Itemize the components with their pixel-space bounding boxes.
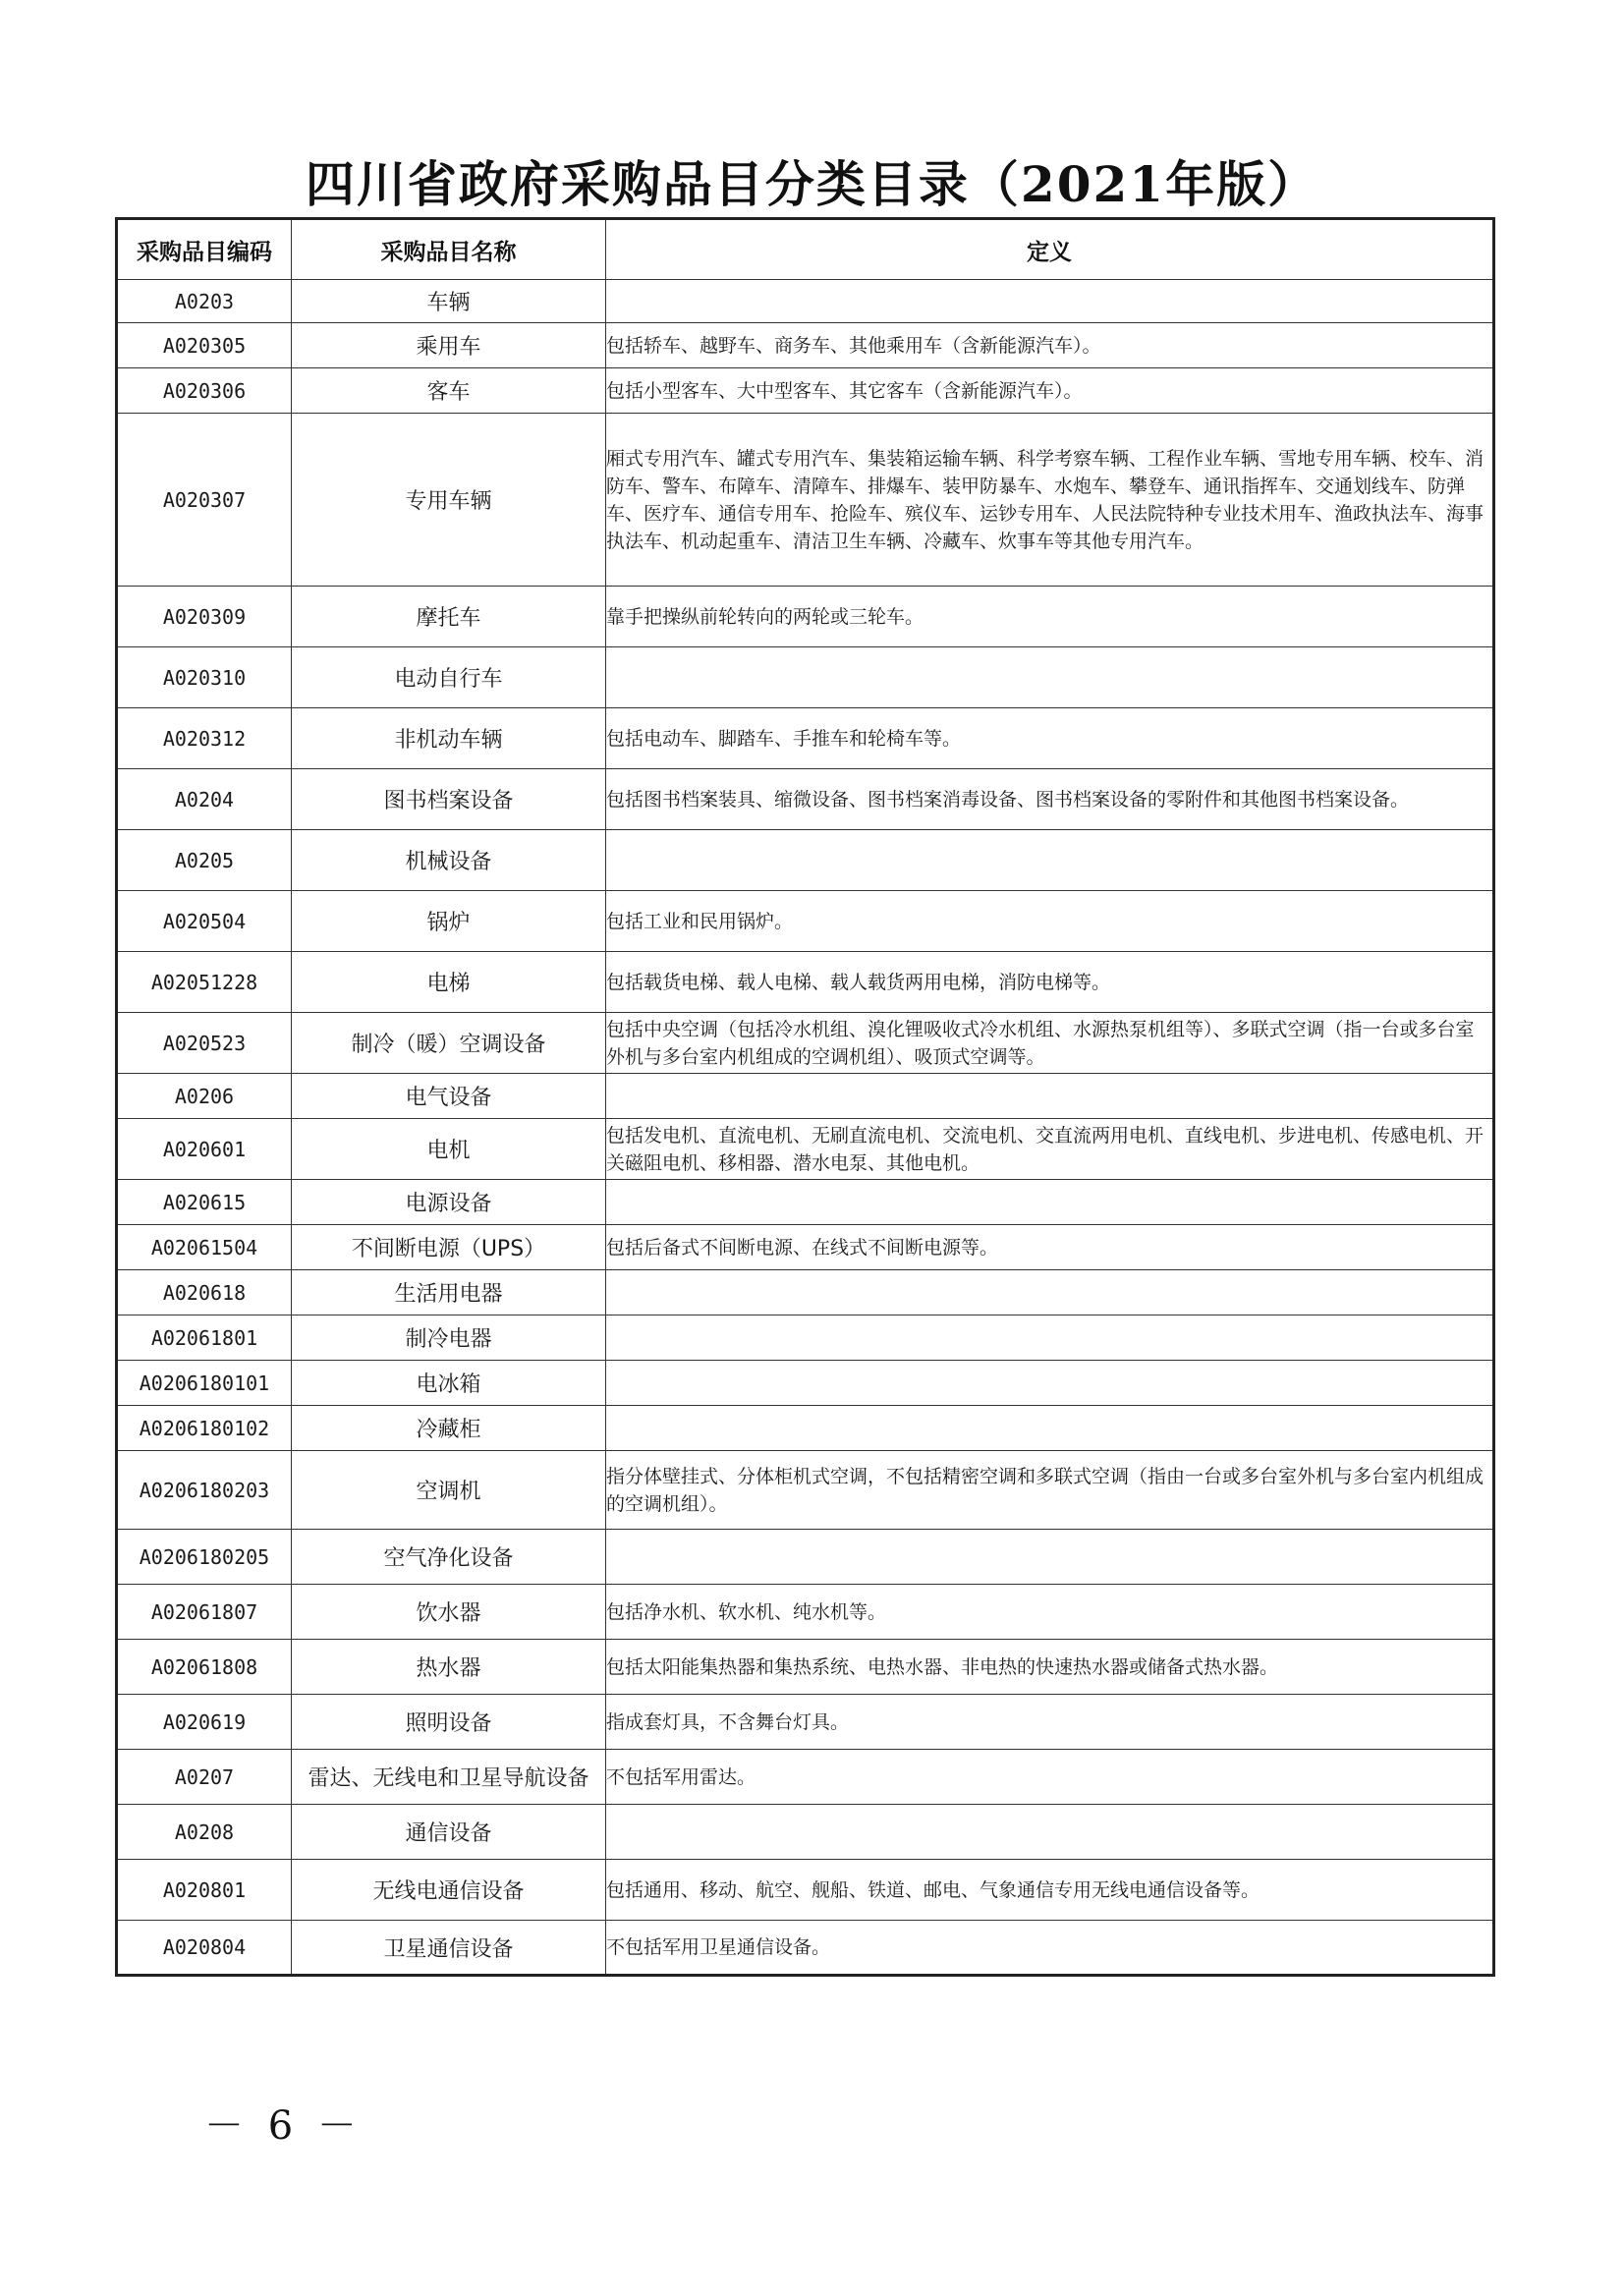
row-definition: 包括净水机、软水机、纯水机等。	[606, 1585, 1494, 1640]
row-code: A020504	[117, 891, 292, 952]
row-name: 摩托车	[292, 587, 606, 647]
table-body	[117, 280, 1494, 1976]
table-row	[117, 1074, 1494, 1119]
table-row	[117, 1451, 1494, 1530]
row-name: 非机动车辆	[292, 708, 606, 769]
row-code: A0205	[117, 830, 292, 891]
table-row	[117, 280, 1494, 323]
row-code: A0204	[117, 769, 292, 830]
row-code: A02061801	[117, 1315, 292, 1361]
table-row	[117, 647, 1494, 708]
row-code: A020601	[117, 1119, 292, 1180]
row-definition	[606, 280, 1494, 323]
row-name: 电源设备	[292, 1180, 606, 1225]
row-code: A0206180102	[117, 1406, 292, 1451]
header-name: 采购品目名称	[292, 219, 606, 280]
row-name: 车辆	[292, 280, 606, 323]
row-name: 雷达、无线电和卫星导航设备	[292, 1750, 606, 1805]
row-definition	[606, 1074, 1494, 1119]
table-row	[117, 1406, 1494, 1451]
row-definition: 包括电动车、脚踏车、手推车和轮椅车等。	[606, 708, 1494, 769]
row-name: 乘用车	[292, 323, 606, 368]
table-row	[117, 1805, 1494, 1860]
row-name: 专用车辆	[292, 414, 606, 587]
table-row	[117, 1695, 1494, 1750]
row-code: A020619	[117, 1695, 292, 1750]
row-code: A02061807	[117, 1585, 292, 1640]
row-definition	[606, 830, 1494, 891]
row-code: A020312	[117, 708, 292, 769]
row-definition: 包括轿车、越野车、商务车、其他乘用车（含新能源汽车）。	[606, 323, 1494, 368]
row-code: A02051228	[117, 952, 292, 1013]
row-definition: 包括太阳能集热器和集热系统、电热水器、非电热的快速热水器或储备式热水器。	[606, 1640, 1494, 1695]
row-name: 热水器	[292, 1640, 606, 1695]
row-definition: 不包括军用雷达。	[606, 1750, 1494, 1805]
row-name: 饮水器	[292, 1585, 606, 1640]
table-header-row	[117, 219, 1494, 280]
row-definition	[606, 1805, 1494, 1860]
document-title: 四川省政府采购品目分类目录（2021年版）	[305, 155, 1319, 213]
row-code: A020615	[117, 1180, 292, 1225]
table-row	[117, 1585, 1494, 1640]
row-name: 不间断电源（UPS）	[292, 1225, 606, 1270]
header-definition: 定义	[606, 219, 1494, 280]
row-definition	[606, 1315, 1494, 1361]
row-code: A02061808	[117, 1640, 292, 1695]
row-definition	[606, 647, 1494, 708]
procurement-catalog-table	[115, 217, 1495, 1977]
row-name: 空调机	[292, 1451, 606, 1530]
row-code: A02061504	[117, 1225, 292, 1270]
table-row	[117, 1180, 1494, 1225]
row-name: 冷藏柜	[292, 1406, 606, 1451]
row-name: 客车	[292, 368, 606, 414]
table-row	[117, 769, 1494, 830]
row-code: A0203	[117, 280, 292, 323]
row-name: 机械设备	[292, 830, 606, 891]
row-name: 电冰箱	[292, 1361, 606, 1406]
table-row	[117, 1860, 1494, 1921]
table-row	[117, 1315, 1494, 1361]
row-name: 制冷电器	[292, 1315, 606, 1361]
row-name: 卫星通信设备	[292, 1921, 606, 1976]
row-definition: 包括中央空调（包括冷水机组、溴化锂吸收式冷水机组、水源热泵机组等）、多联式空调（指一台或多台室外机与多台室内机组成的空调机组）、吸顶式空调等。	[606, 1013, 1494, 1074]
header-code: 采购品目编码	[117, 219, 292, 280]
row-name: 通信设备	[292, 1805, 606, 1860]
row-definition	[606, 1180, 1494, 1225]
row-definition: 包括通用、移动、航空、舰船、铁道、邮电、气象通信专用无线电通信设备等。	[606, 1860, 1494, 1921]
row-name: 生活用电器	[292, 1270, 606, 1315]
row-code: A020309	[117, 587, 292, 647]
row-name: 电动自行车	[292, 647, 606, 708]
table-row	[117, 708, 1494, 769]
table-row	[117, 368, 1494, 414]
table-row	[117, 1119, 1494, 1180]
table-row	[117, 1640, 1494, 1695]
row-code: A0206180101	[117, 1361, 292, 1406]
page-number: － 6 －	[204, 2103, 363, 2149]
row-name: 图书档案设备	[292, 769, 606, 830]
row-definition: 指分体壁挂式、分体柜机式空调，不包括精密空调和多联式空调（指由一台或多台室外机与多台室内机组成的空调机组）。	[606, 1451, 1494, 1530]
row-name: 电气设备	[292, 1074, 606, 1119]
row-name: 照明设备	[292, 1695, 606, 1750]
row-definition: 不包括军用卫星通信设备。	[606, 1921, 1494, 1976]
row-definition: 厢式专用汽车、罐式专用汽车、集装箱运输车辆、科学考察车辆、工程作业车辆、雪地专用车辆、校车、消防车、警车、布障车、清障车、排爆车、装甲防暴车、水炮车、攀登车、通讯指挥车、交通划线车、防弹车、医疗车、通信专用车、抢险车、殡仪车、运钞专用车、人民法院特种专业技术用车、渔政执法车、海事执法车、机动起重车、清洁卫生车辆、冷藏车、炊事车等其他专用汽车。	[606, 414, 1494, 587]
table-row	[117, 1750, 1494, 1805]
row-name: 制冷（暖）空调设备	[292, 1013, 606, 1074]
row-definition	[606, 1361, 1494, 1406]
table-row	[117, 1530, 1494, 1585]
row-definition: 包括小型客车、大中型客车、其它客车（含新能源汽车）。	[606, 368, 1494, 414]
row-definition: 包括后备式不间断电源、在线式不间断电源等。	[606, 1225, 1494, 1270]
table-row	[117, 1361, 1494, 1406]
table-row	[117, 891, 1494, 952]
row-name: 无线电通信设备	[292, 1860, 606, 1921]
table-row	[117, 323, 1494, 368]
row-code: A020804	[117, 1921, 292, 1976]
row-code: A020801	[117, 1860, 292, 1921]
row-definition: 指成套灯具，不含舞台灯具。	[606, 1695, 1494, 1750]
table-row	[117, 1921, 1494, 1976]
row-definition	[606, 1406, 1494, 1451]
row-code: A0206	[117, 1074, 292, 1119]
row-code: A020523	[117, 1013, 292, 1074]
row-name: 锅炉	[292, 891, 606, 952]
row-name: 电机	[292, 1119, 606, 1180]
row-code: A0208	[117, 1805, 292, 1860]
row-code: A020310	[117, 647, 292, 708]
table-row	[117, 1270, 1494, 1315]
row-definition: 包括载货电梯、载人电梯、载人载货两用电梯，消防电梯等。	[606, 952, 1494, 1013]
row-definition: 包括图书档案装具、缩微设备、图书档案消毒设备、图书档案设备的零附件和其他图书档案设备。	[606, 769, 1494, 830]
row-code: A020618	[117, 1270, 292, 1315]
row-code: A0207	[117, 1750, 292, 1805]
table-row	[117, 1013, 1494, 1074]
row-code: A020307	[117, 414, 292, 587]
row-definition: 靠手把操纵前轮转向的两轮或三轮车。	[606, 587, 1494, 647]
row-code: A0206180203	[117, 1451, 292, 1530]
row-definition: 包括发电机、直流电机、无刷直流电机、交流电机、交直流两用电机、直线电机、步进电机、传感电机、开关磁阻电机、移相器、潜水电泵、其他电机。	[606, 1119, 1494, 1180]
row-code: A020305	[117, 323, 292, 368]
row-definition	[606, 1530, 1494, 1585]
row-definition	[606, 1270, 1494, 1315]
row-name: 空气净化设备	[292, 1530, 606, 1585]
table-row	[117, 414, 1494, 587]
table-row	[117, 830, 1494, 891]
table-row	[117, 587, 1494, 647]
row-name: 电梯	[292, 952, 606, 1013]
table-row	[117, 952, 1494, 1013]
row-code: A020306	[117, 368, 292, 414]
table-row	[117, 1225, 1494, 1270]
row-definition: 包括工业和民用锅炉。	[606, 891, 1494, 952]
row-code: A0206180205	[117, 1530, 292, 1585]
